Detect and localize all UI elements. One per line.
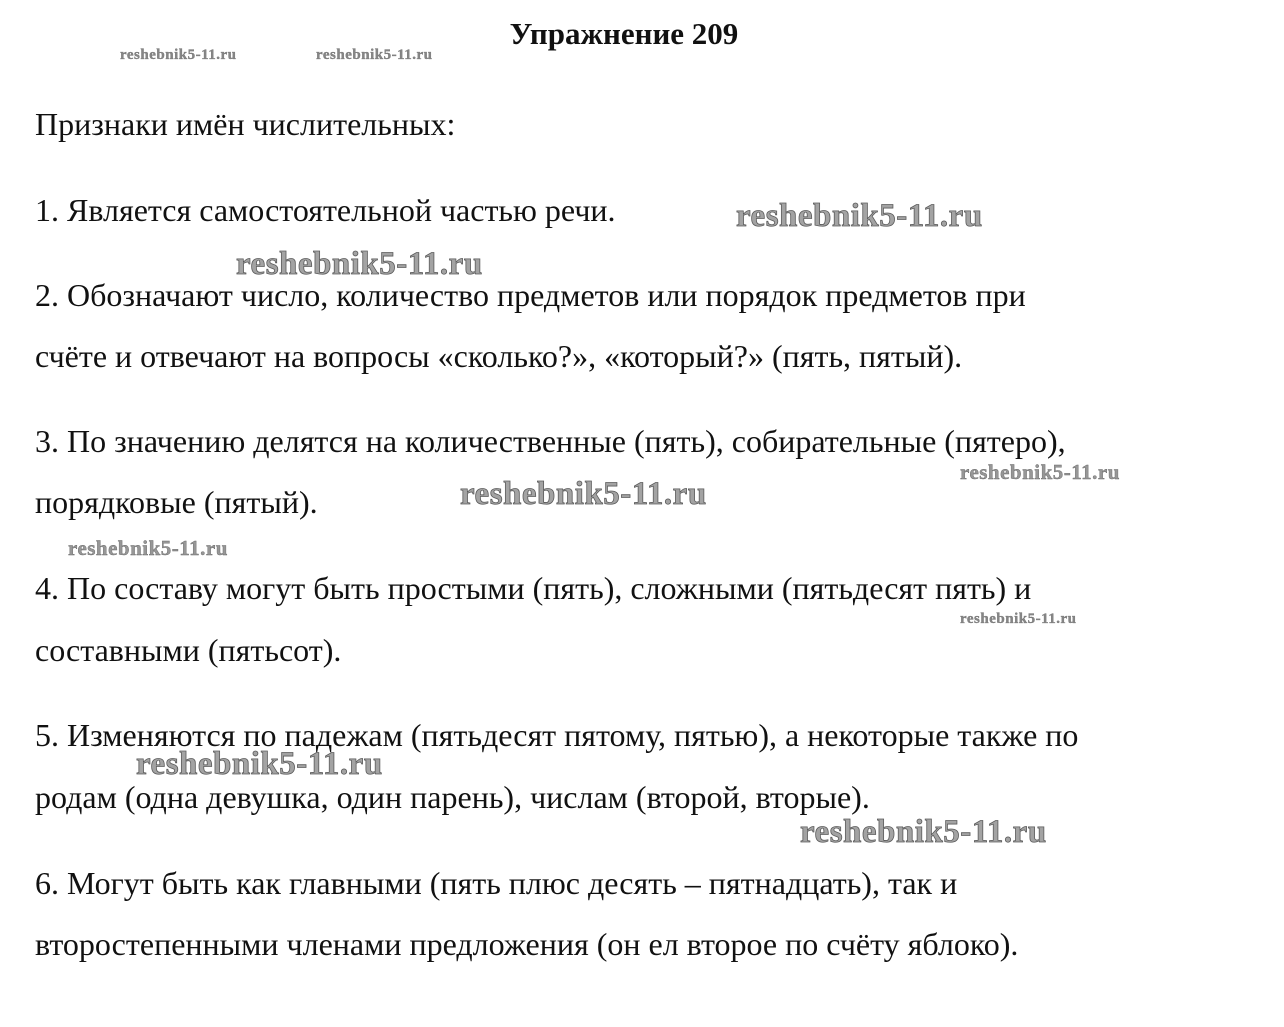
text-line: 1. Является самостоятельной частью речи. [35,192,616,228]
watermark: reshebnik5-11.ru [120,47,237,63]
watermark: reshebnik5-11.ru [960,611,1077,627]
text-line: 5. Изменяются по падежам (пятьдесят пятому, пятью), а некоторые также по [35,717,1079,753]
text-line: 2. Обозначают число, количество предметов или порядок предметов при [35,277,1026,313]
text-line: второстепенными членами предложения (он ел второе по счёту яблоко). [35,926,1019,962]
watermark: reshebnik5-11.ru [236,246,483,282]
text-line: 4. По составу могут быть простыми (пять), сложными (пятьдесят пять) и [35,570,1032,606]
text-line: составными (пятьсот). [35,632,342,668]
watermark: reshebnik5-11.ru [460,476,707,512]
watermark: reshebnik5-11.ru [800,814,1047,850]
watermark: reshebnik5-11.ru [68,536,228,560]
watermark: reshebnik5-11.ru [136,746,383,782]
intro-heading: Признаки имён числительных: [35,106,456,142]
text-line: порядковые (пятый). [35,484,318,520]
watermark: reshebnik5-11.ru [316,47,433,63]
text-line: родам (одна девушка, один парень), числам (второй, вторые). [35,779,870,815]
text-line: 6. Могут быть как главными (пять плюс десять – пятнадцать), так и [35,865,958,901]
text-line: счёте и отвечают на вопросы «сколько?», «который?» (пять, пятый). [35,338,963,374]
text-line: 3. По значению делятся на количественные (пять), собирательные (пятеро), [35,423,1066,459]
exercise-title: Упражнение 209 [509,16,739,51]
watermark: reshebnik5-11.ru [736,198,983,234]
watermark: reshebnik5-11.ru [960,460,1120,484]
